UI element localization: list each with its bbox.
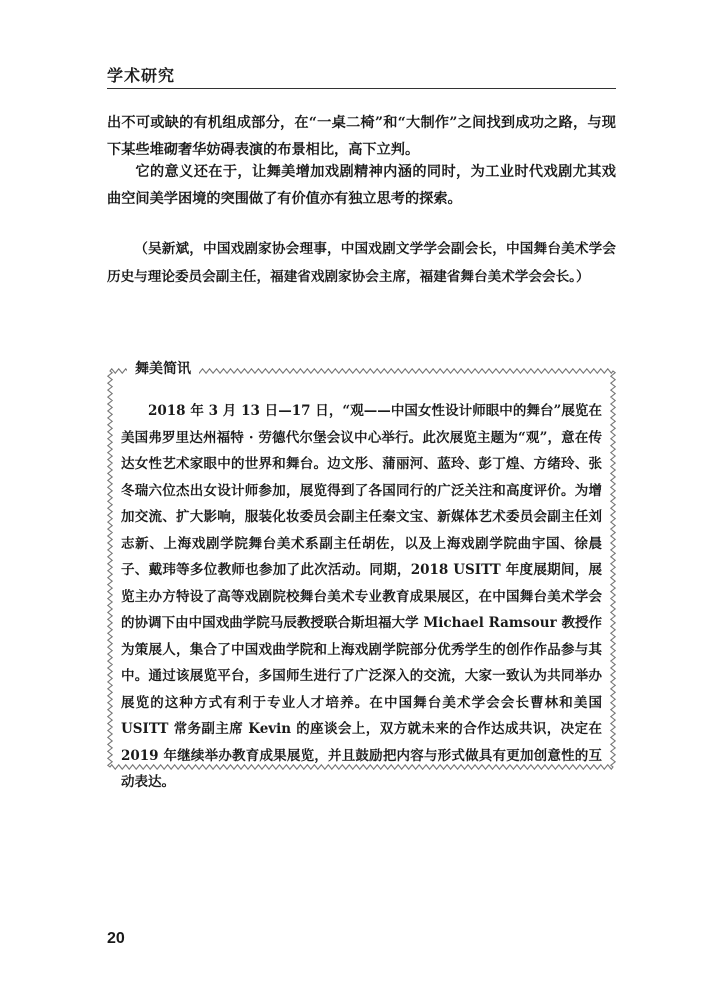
page-number: 20	[107, 930, 125, 947]
section-title: 学术研究	[107, 66, 176, 85]
news-brief-text: 2018 年 3 月 13 日—17 日，“观——中国女性设计师眼中的舞台”展览在美国弗罗里达州福特 · 劳德代尔堡会议中心举行。此次展览主题为“观”，意在传达女性艺术家眼中的世界和舞台。边文彤、蒲丽河、蓝玲、彭丁煌、方绪玲、张冬瑞六位杰出女设计师参加，展览得到了各国同行的广泛关注和高度评价。为增加交流、扩大影响，服装化妆委员会副主任秦文宝、新媒体艺术委员会副主任刘志新、上海戏剧学院舞台美术系副主任胡佐，以及上海戏剧学院曲宇国、徐晨子、戴玮等多位教师也参加了此次活动。同期，2018 USITT 年度展期间，展览主办方特设了高等戏剧院校舞台美术专业教育成果展区，在中国舞台美术学会的协调下由中国戏曲学院马辰教授联合斯坦福大学 Michael Ramsour 教授作为策展人，集合了中国戏曲学院和上海戏剧学院部分优秀学生的创作作品参与其中。通过该展览平台，多国师生进行了广泛深入的交流，大家一致认为共同举办展览的这种方式有利于专业人才培养。在中国舞台美术学会会长曹林和美国 USITT 常务副主席 Kevin 的座谈会上，双方就未来的合作达成共识，决定在 2019 年继续举办教育成果展览，并且鼓励把内容与形式做具有更加创意性的互动表达。	[121, 403, 602, 790]
author-bio: （吴新斌，中国戏剧家协会理事，中国戏剧文学学会副会长，中国舞台美术学会历史与理论委员会副主任，福建省戏剧家协会主席，福建省舞台美术学会会长。）	[107, 241, 616, 285]
news-brief-box	[107, 361, 616, 790]
body-paragraph-2: 它的意义还在于，让舞美增加戏剧精神内涵的同时，为工业时代戏剧尤其戏曲空间美学困境的突围做了有价值亦有独立思考的探索。	[107, 164, 616, 207]
body-paragraph-1: 出不可或缺的有机组成部分，在“一桌二椅”和“大制作”之间找到成功之路，与现下某些堆砌奢华妨碍表演的布景相比，高下立判。	[107, 115, 616, 158]
header-divider	[107, 88, 616, 89]
news-brief-label: 舞美简讯	[127, 361, 199, 377]
